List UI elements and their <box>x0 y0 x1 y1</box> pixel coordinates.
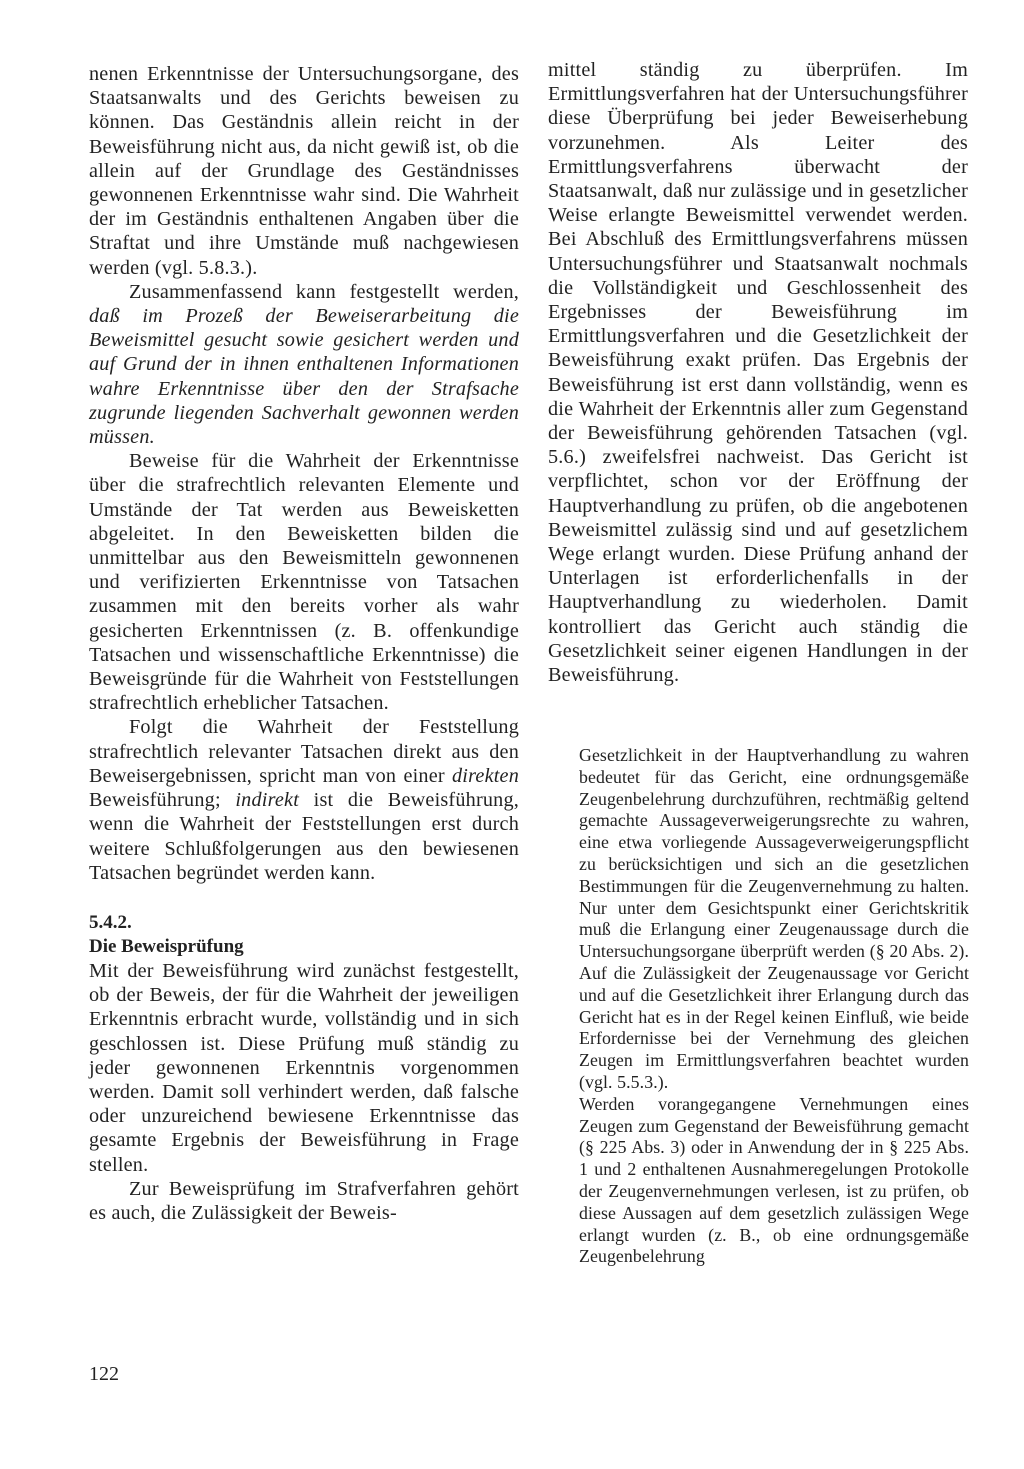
right-column <box>548 58 968 687</box>
section-title: Die Beweisprüfung <box>89 935 244 957</box>
paragraph: mittel ständig zu überprüfen. Im Ermittlungsverfahren hat der Untersuchungsführer diese Überprüfung bei jeder Beweiserhebung vorzunehmen. Als Leiter des Ermittlungsverfahrens überwacht der Staatsanwalt, daß nur zulässige und in gesetzlicher Weise erlangte Beweismittel verwendet werden. Bei Abschluß des Ermittlungsverfahrens müssen Untersuchungsführer und Staatsanwalt nochmals die Vollständigkeit und Geschlossenheit des Ergebnisses der Beweisführung im Ermittlungsverfahren und die Gesetzlichkeit der Beweisführung exakt prüfen. Das Ergebnis der Beweisführung ist erst dann vollständig, wenn es die Wahrheit der Erkenntnis aller zum Gegenstand der Beweisführung gehörenden Tatsachen (vgl. 5.6.) zweifelsfrei nachweist. Das Gericht ist verpflichtet, schon vor der Eröffnung der Hauptverhandlung zu prüfen, ob die angebotenen Beweismittel zulässig sind und auf gesetzlichem Wege erlangt wurden. Diese Prüfung anhand der Unterlagen ist erforderlichenfalls in der Hauptverhandlung zu wiederholen. Damit kontrolliert das Gericht auch ständig die Gesetzlichkeit seiner eigenen Handlungen in der Beweisführung. <box>548 59 968 687</box>
paragraph: Werden vorangegangene Vernehmungen eines Zeugen zum Gegenstand der Beweisführung gemacht (§ 225 Abs. 3) oder in Anwendung der in § 225 Abs. 1 und 2 enthaltenen Ausnahmeregelungen Protokolle der Zeugenvernehmungen verlesen, ist zu prüfen, ob diese Aussagen auf dem gesetzlich zulässigen Wege erlangt wurden (z. B., ob eine ordnungsgemäße Zeugenbelehrung <box>579 1093 969 1267</box>
section-number: 5.4.2. <box>89 911 132 933</box>
page-number: 122 <box>89 1363 119 1385</box>
paragraph: nenen Erkenntnisse der Untersuchungsorgane, des Staatsanwalts und des Gerichts beweisen zu können. Das Geständnis allein reicht in der Beweisführung nicht aus, da nicht gewiß ist, ob die allein auf der Grundlage des Geständnisses gewonnenen Erkenntnisse wahr sind. Die Wahrheit der im Geständnis enthaltenen Angaben über die Straftat und ihre Umstände muß nachgewiesen werden (vgl. 5.8.3.). <box>89 63 519 279</box>
paragraph <box>89 715 519 884</box>
paragraph-text: ist die Beweisführung, wenn die Wahrheit der Feststellungen erst durch weitere Schlußfolgerungen aus den bewiesenen Tatsachen begründet werden kann. <box>89 789 519 884</box>
paragraph: Gesetzlichkeit in der Hauptverhandlung zu wahren bedeutet für das Gericht, eine ordnungsgemäße Zeugenbelehrung durchzuführen, rechtmäßig geltend gemachte Aussageverweigerungsrechte zu wahren, eine etwa vorliegende Aussageverweigerungspflicht zu berücksichtigen und sich an die gesetzlichen Bestimmungen für die Zeugenvernehmung zu halten. Nur unter dem Gesichtspunkt einer Gerichtskritik muß die Erlangung einer Zeugenaussage durch die Untersuchungsorgane überprüft werden (§ 20 Abs. 2). Auf die Zulässigkeit der Zeugenaussage vor Gericht und auf die Gesetzlichkeit ihrer Erlangung durch das Gericht hat es in der Regel keinen Einfluß, wie beide Erfordernisse bei der Vernehmung des gleichen Zeugen im Ermittlungsverfahren beachtet wurden (vgl. 5.5.3.). <box>579 745 969 1092</box>
paragraph <box>89 280 519 449</box>
emphasized-text: daß im Prozeß der Beweiserarbeitung die Beweismittel gesucht sowie gesichert werden und auf Grund der in ihnen enthaltenen Informationen wahre Erkenntnisse über den der Strafsache zugrunde liegenden Sachverhalt gewonnen werden müssen. <box>89 305 519 449</box>
left-column <box>89 62 519 1225</box>
paragraph-text: Zusammenfassend kann festgestellt werden, <box>129 280 519 303</box>
paragraph: Beweise für die Wahrheit der Erkenntnisse über die strafrechtlich relevanten Elemente und Umstände der Tat werden aus Beweisketten abgeleitet. In den Beweisketten bilden die unmittelbar aus den Beweismitteln gewonnenen und verifizierten Erkenntnisse von Tatsachen zusammen mit den bereits vorher als wahr gesicherten Erkenntnissen (z. B. offenkundige Tatsachen und wissenschaftliche Erkenntnisse) die Beweisgründe für die Wahrheit von Feststellungen strafrechtlich erheblicher Tatsachen. <box>89 450 519 715</box>
emphasized-text: direkten <box>452 764 519 787</box>
paragraph-text: Folgt die Wahrheit der Feststellung strafrechtlich relevanter Tatsachen direkt aus den Beweisergebnissen, spricht man von einer <box>89 716 519 787</box>
small-print-block <box>579 745 969 1268</box>
paragraph: Zur Beweisprüfung im Strafverfahren gehört es auch, die Zulässigkeit der Beweis- <box>89 1177 519 1224</box>
paragraph-text: Beweisführung; <box>89 789 236 812</box>
paragraph: Mit der Beweisführung wird zunächst festgestellt, ob der Beweis, der für die Wahrheit der jeweiligen Erkenntnis erbracht wurde, vollständig und in sich geschlossen ist. Diese Prüfung muß ständig zu jeder gewonnenen Erkenntnis vorgenommen werden. Damit soll verhindert werden, daß falsche oder unzureichend bewiesene Erkenntnisse das gesamte Ergebnis der Beweisführung in Frage stellen. <box>89 959 519 1176</box>
emphasized-text: indirekt <box>235 789 300 812</box>
